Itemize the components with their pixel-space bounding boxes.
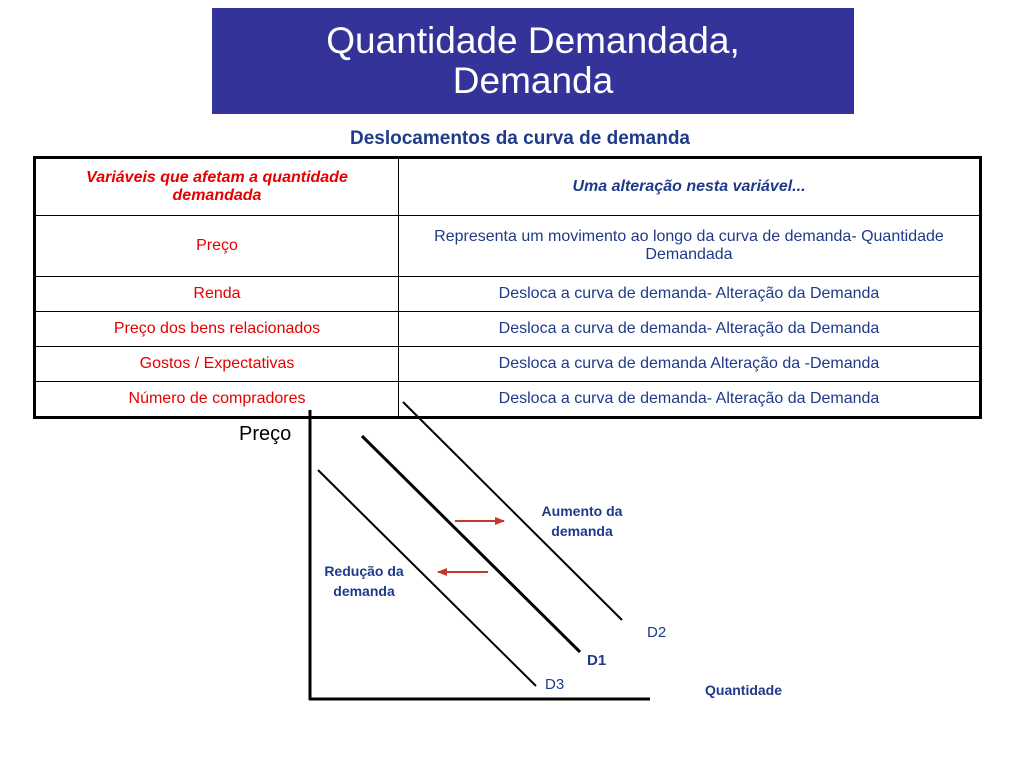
row-variable: Preço dos bens relacionados bbox=[35, 312, 399, 347]
header-variable: Variáveis que afetam a quantidade demandada bbox=[35, 158, 399, 216]
row-variable: Número de compradores bbox=[35, 382, 399, 418]
increase-label-line-2: demanda bbox=[551, 523, 613, 539]
curve-label-d2: D2 bbox=[647, 624, 667, 641]
slide-subtitle: Deslocamentos da curva de demanda bbox=[349, 128, 690, 149]
row-effect: Desloca a curva de demanda Alteração da -Demanda bbox=[399, 347, 981, 382]
curve-label-d1: D1 bbox=[587, 652, 607, 669]
row-variable: Preço bbox=[35, 216, 399, 277]
row-effect: Desloca a curva de demanda- Alteração da Demanda bbox=[399, 382, 981, 418]
decrease-label-line-2: demanda bbox=[333, 583, 395, 599]
row-effect: Representa um movimento ao longo da curva de demanda- Quantidade Demandada bbox=[399, 216, 981, 277]
y-axis-label: Preço bbox=[239, 423, 292, 445]
increase-label-line-1: Aumento da bbox=[541, 503, 623, 519]
slide-title-line-2: Demanda bbox=[452, 60, 614, 101]
curve-label-d3: D3 bbox=[545, 676, 565, 693]
decrease-label-line-1: Redução da bbox=[324, 563, 404, 579]
row-variable: Gostos / Expectativas bbox=[35, 347, 399, 382]
slide-title-line-1: Quantidade Demandada, bbox=[326, 20, 740, 61]
row-variable: Renda bbox=[35, 277, 399, 312]
header-effect: Uma alteração nesta variável... bbox=[399, 158, 981, 216]
row-effect: Desloca a curva de demanda- Alteração da Demanda bbox=[399, 277, 981, 312]
row-effect: Desloca a curva de demanda- Alteração da Demanda bbox=[399, 312, 981, 347]
x-axis-label: Quantidade bbox=[705, 682, 783, 698]
